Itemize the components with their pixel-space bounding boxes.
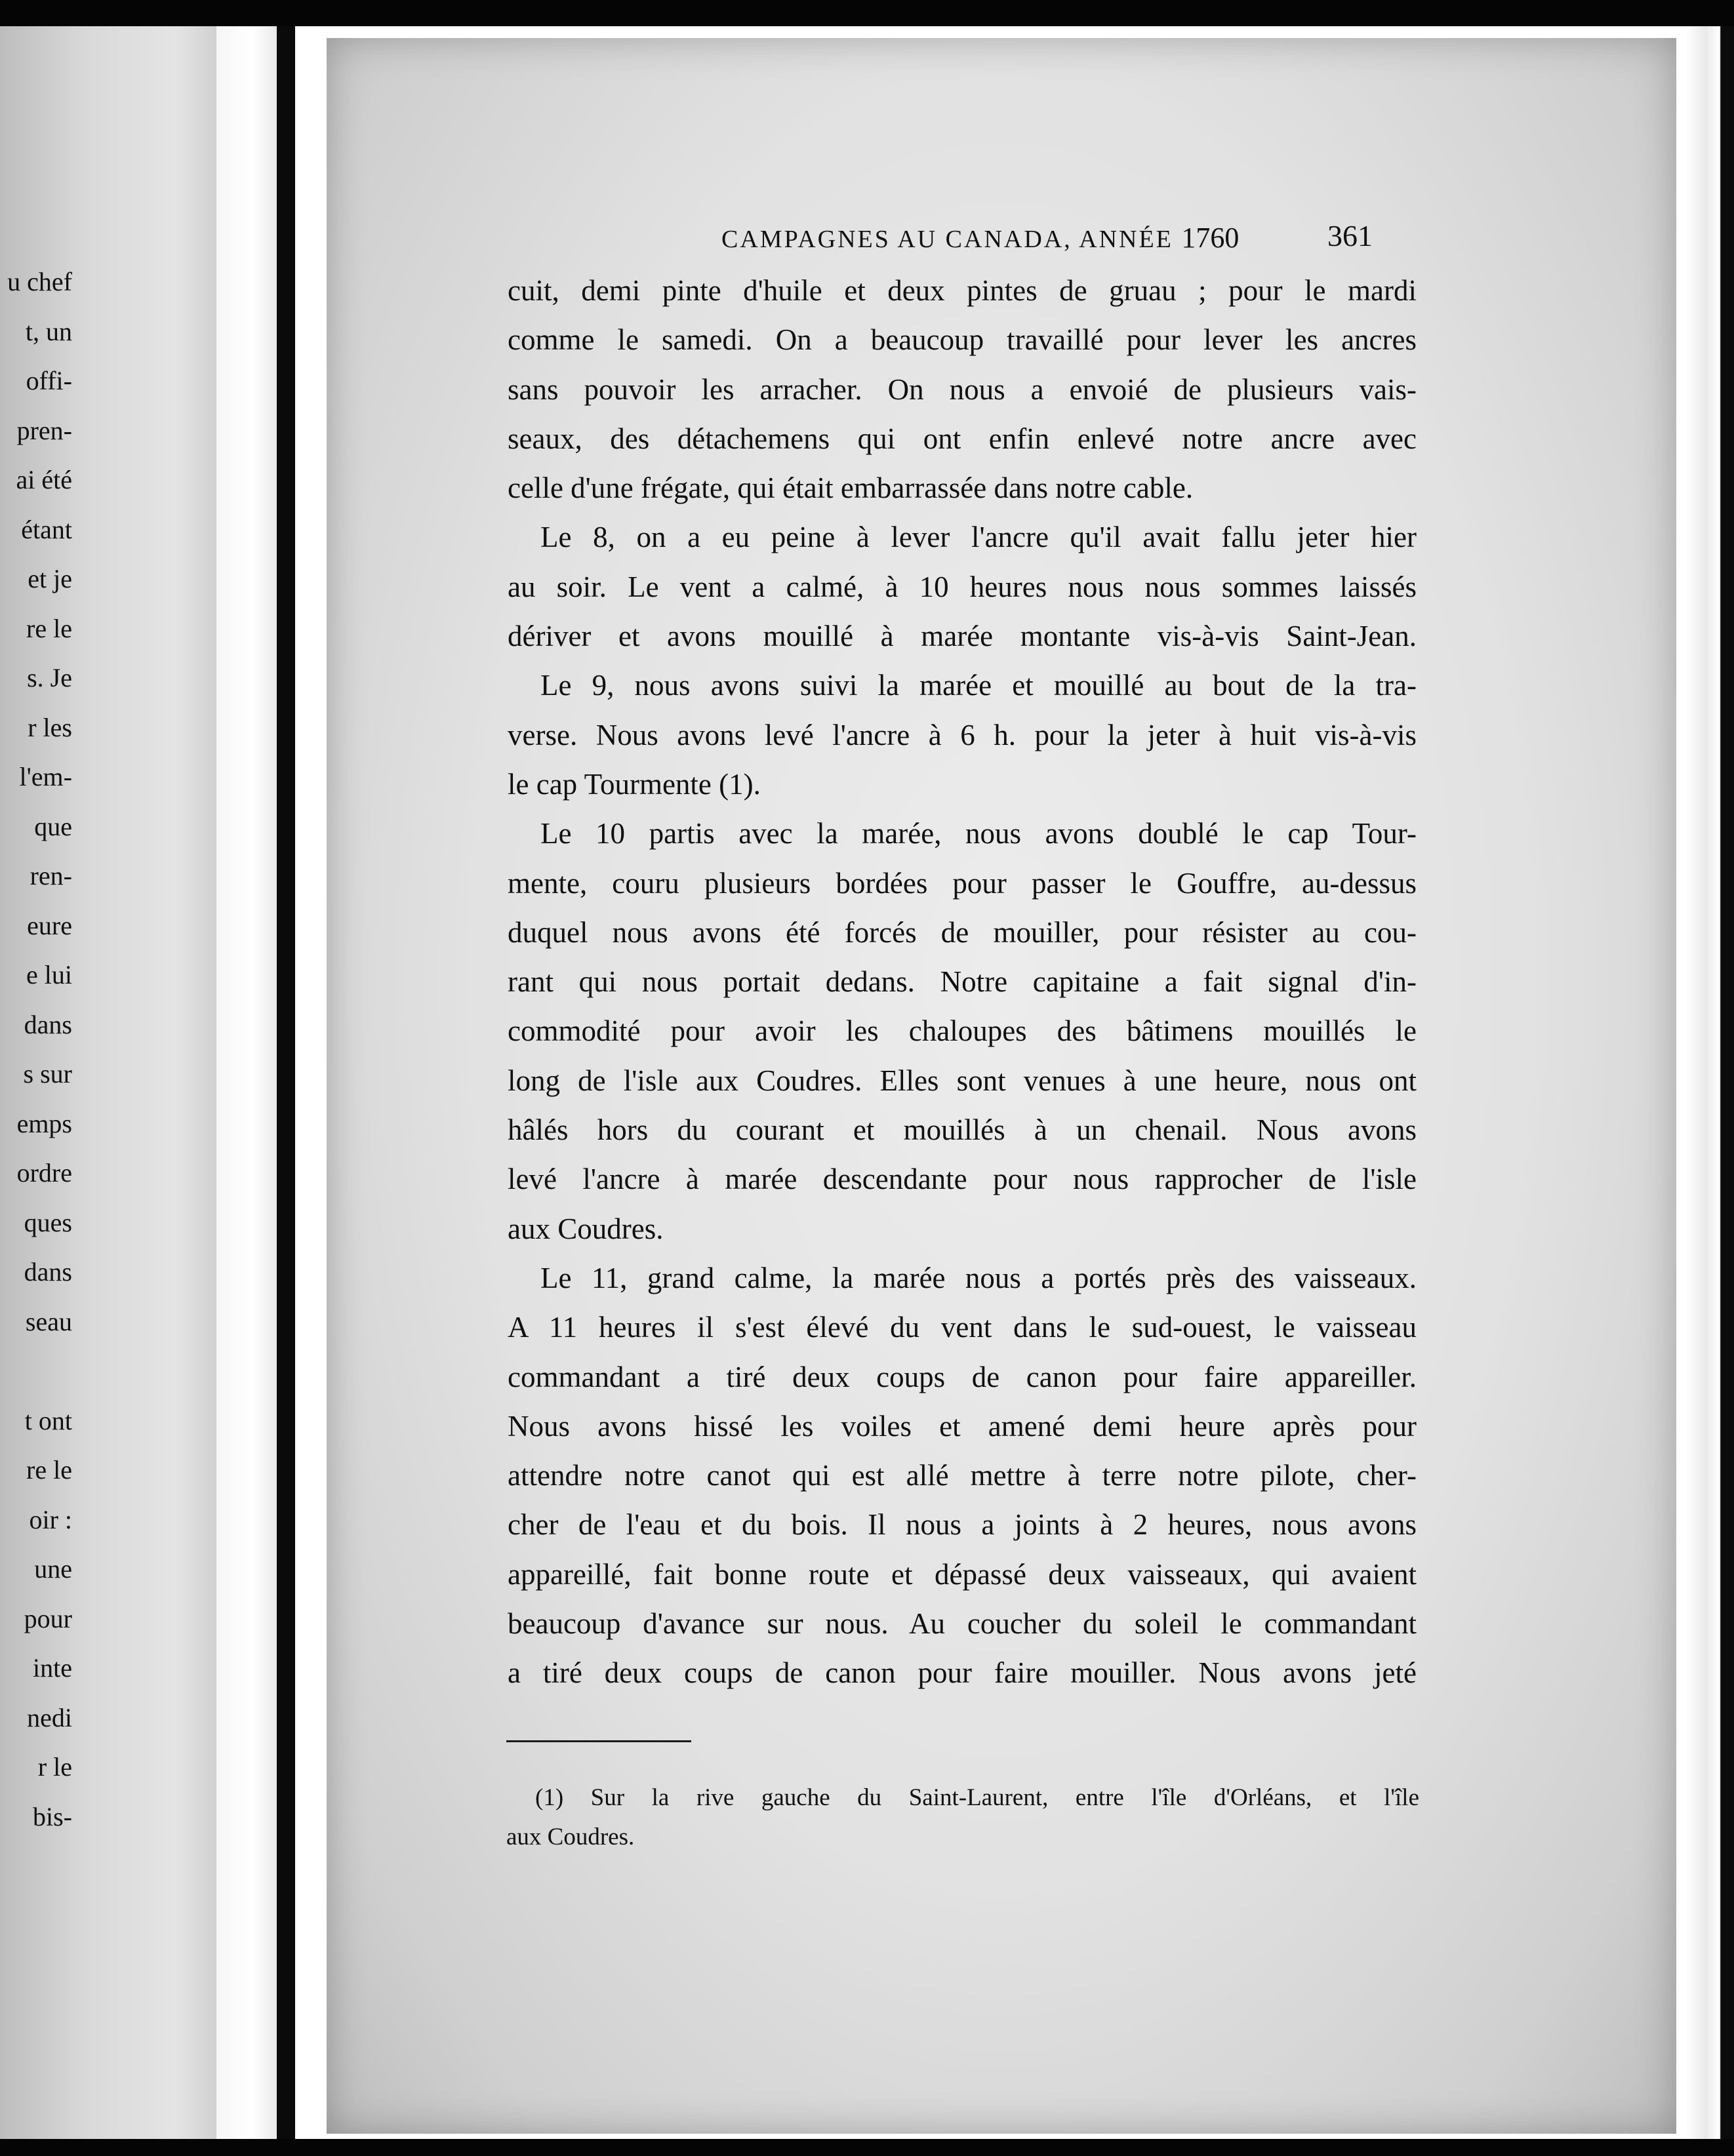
prev-line: ai été (16, 465, 72, 494)
prev-line: offi- (26, 366, 72, 395)
prev-line: ren- (30, 861, 72, 890)
prev-line: une (34, 1554, 72, 1584)
text-line: sans pouvoir les arracher. On nous a envoié de plusieurs vais- (508, 372, 1417, 406)
prev-line: t ont (24, 1405, 72, 1435)
scan-border-bottom (0, 2139, 1734, 2156)
text-line: aux Coudres. (508, 1212, 664, 1245)
text-line: Le 8, on a eu peine à lever l'ancre qu'il avait fallu jeter hier (540, 521, 1417, 554)
prev-line: r le (37, 1752, 72, 1782)
prev-line: oir : (29, 1504, 72, 1534)
text-line: duquel nous avons été forcés de mouiller, pour résister au cou- (508, 915, 1417, 949)
footnote-line: aux Coudres. (506, 1824, 635, 1850)
header-year: 1760 (1181, 222, 1240, 254)
text-line: commodité pour avoir les chaloupes des bâtimens mouillés le (508, 1014, 1417, 1048)
prev-line: emps (16, 1108, 72, 1138)
text-line: celle d'une frégate, qui était embarrassée dans notre cable. (508, 471, 1194, 505)
prev-line: t, un (25, 316, 72, 346)
prev-line: s. Je (27, 663, 72, 692)
prev-line: nedi (27, 1702, 72, 1732)
prev-line: inte (33, 1653, 72, 1683)
prev-line: étant (21, 514, 72, 544)
text-line: au soir. Le vent a calmé, à 10 heures nous nous sommes laissés (508, 570, 1417, 603)
prev-line: ordre (16, 1158, 72, 1188)
text-line: mente, couru plusieurs bordées pour passer le Gouffre, au-dessus (508, 866, 1417, 900)
body-text (508, 266, 1417, 1698)
prev-line: eure (27, 910, 72, 940)
text-line: beaucoup d'avance sur nous. Au coucher du soleil le commandant (508, 1607, 1417, 1641)
prev-line: dans (24, 1009, 72, 1039)
footnote-separator (506, 1740, 691, 1742)
text-line: rant qui nous portait dedans. Notre capitaine a fait signal d'in- (508, 965, 1417, 999)
page-number: 361 (1327, 219, 1373, 252)
text-line: le cap Tourmente (1). (508, 767, 761, 801)
text-line: comme le samedi. On a beaucoup travaillé pour lever les ancres (508, 323, 1417, 357)
text-line: Le 10 partis avec la marée, nous avons doublé le cap Tour- (540, 817, 1417, 850)
prev-line: l'em- (19, 762, 72, 791)
text-line: levé l'ancre à marée descendante pour nous rapprocher de l'isle (508, 1163, 1417, 1196)
gutter-shadow (277, 26, 295, 2139)
page-right-edge (1687, 26, 1734, 2139)
prev-line: bis- (33, 1801, 72, 1831)
text-line: hâlés hors du courant et mouillés à un chenail. Nous avons (508, 1113, 1417, 1147)
text-line: Le 11, grand calme, la marée nous a portés près des vaisseaux. (540, 1261, 1417, 1294)
scan-border-top (0, 0, 1734, 26)
text-line: commandant a tiré deux coups de canon pour faire appareiller. (508, 1360, 1417, 1393)
prev-line: que (34, 811, 72, 841)
prev-line: re le (26, 1455, 72, 1485)
prev-line: pren- (16, 415, 72, 445)
text-line: long de l'isle aux Coudres. Elles sont venues à une heure, nous ont (508, 1064, 1417, 1097)
prev-line: e lui (26, 960, 72, 989)
previous-page-fragment (0, 26, 220, 2139)
prev-line: r les (28, 712, 72, 742)
text-line: a tiré deux coups de canon pour faire mouiller. Nous avons jeté (508, 1656, 1417, 1690)
text-line: dériver et avons mouillé à marée montante vis-à-vis Saint-Jean. (508, 620, 1417, 653)
prev-line: re le (26, 613, 72, 643)
text-line: cuit, demi pinte d'huile et deux pintes de gruau ; pour le mardi (508, 274, 1417, 307)
running-header (721, 221, 1239, 254)
text-line: attendre notre canot qui est allé mettre à terre notre pilote, cher- (508, 1459, 1417, 1492)
prev-line: ques (24, 1207, 72, 1237)
text-line: A 11 heures il s'est élevé du vent dans le sud-ouest, le vaisseau (508, 1311, 1417, 1344)
footnote (506, 1778, 1419, 1857)
text-line: Le 9, nous avons suivi la marée et mouillé au bout de la tra- (540, 669, 1417, 702)
previous-page-text (0, 257, 72, 1841)
prev-line: u chef (7, 267, 72, 296)
prev-line: s sur (23, 1059, 72, 1088)
text-line: cher de l'eau et du bois. Il nous a joints à 2 heures, nous avons (508, 1508, 1417, 1542)
footnote-line: (1) Sur la rive gauche du Saint-Laurent, entre l'île d'Orléans, et l'île (535, 1784, 1419, 1811)
text-line: Nous avons hissé les voiles et amené demi heure après pour (508, 1409, 1417, 1443)
running-title: CAMPAGNES AU CANADA, ANNÉE (721, 226, 1173, 253)
text-line: verse. Nous avons levé l'ancre à 6 h. pour la jeter à huit vis-à-vis (508, 718, 1417, 751)
prev-line: seau (25, 1306, 72, 1336)
prev-paragraph-gap (0, 1346, 72, 1396)
prev-line: pour (24, 1603, 72, 1633)
text-line: appareillé, fait bonne route et dépassé deux vaisseaux, qui avaient (508, 1557, 1417, 1591)
prev-line: et je (28, 564, 72, 593)
prev-line: dans (24, 1257, 72, 1287)
page-binding-strip (216, 26, 277, 2139)
text-line: seaux, des détachemens qui ont enfin enlevé notre ancre avec (508, 422, 1417, 455)
